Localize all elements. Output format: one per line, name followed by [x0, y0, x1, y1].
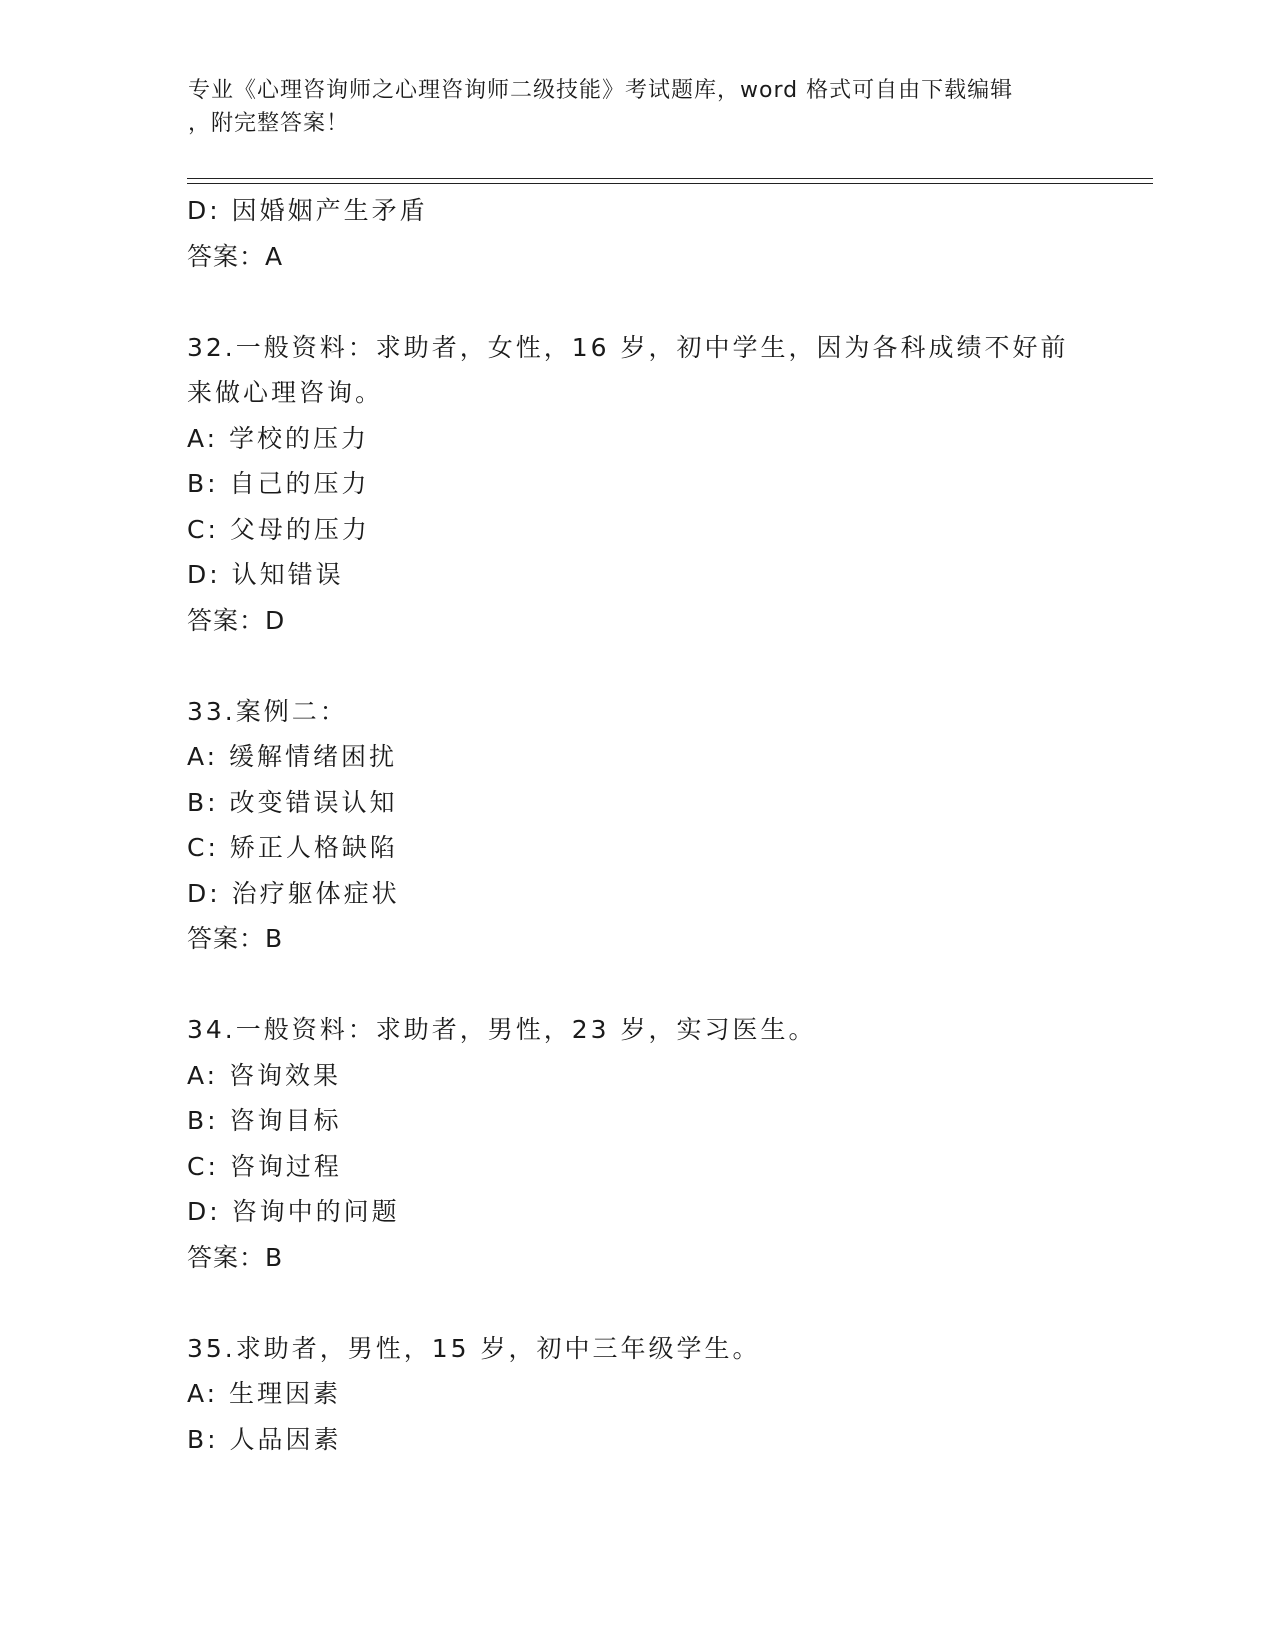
option-line: D: 咨询中的问题	[187, 1197, 400, 1226]
option-line: D: 治疗躯体症状	[187, 878, 400, 908]
answer-line: 答案：A	[187, 241, 284, 271]
option-line: C: 矫正人格缺陷	[187, 833, 398, 862]
option-line: D: 因婚姻产生矛盾	[187, 196, 428, 225]
header-divider-top	[187, 178, 1153, 179]
question-text: 来做心理咨询。	[187, 378, 384, 407]
header-line-1: 专业《心理咨询师之心理咨询师二级技能》考试题库，word 格式可自由下载编辑	[188, 78, 1014, 103]
option-line: C: 父母的压力	[187, 514, 370, 544]
option-line: B: 人品因素	[187, 1424, 342, 1454]
question-text: 32.一般资料：求助者，女性，16 岁，初中学生，因为各科成绩不好前	[187, 332, 1069, 362]
question-list	[187, 188, 1107, 1462]
option-line: A: 咨询效果	[187, 1060, 342, 1090]
blank-line	[187, 643, 1107, 689]
option-line: A: 缓解情绪困扰	[187, 742, 398, 771]
answer-line: 答案：B	[187, 1242, 284, 1272]
question-text: 33.案例二：	[187, 696, 348, 726]
option-line: B: 咨询目标	[187, 1106, 342, 1135]
option-line: C: 咨询过程	[187, 1151, 342, 1181]
header-divider-bottom	[187, 183, 1153, 184]
question-text: 35.求助者，男性，15 岁，初中三年级学生。	[187, 1333, 761, 1363]
header-line-2: ，附完整答案！	[188, 111, 350, 136]
blank-line	[187, 1280, 1107, 1326]
option-line: D: 认知错误	[187, 560, 344, 589]
blank-line	[187, 962, 1107, 1008]
blank-line	[187, 279, 1107, 325]
option-line: A: 生理因素	[187, 1379, 342, 1408]
answer-line: 答案：B	[187, 924, 284, 953]
option-line: A: 学校的压力	[187, 423, 370, 453]
answer-line: 答案：D	[187, 605, 286, 635]
option-line: B: 改变错误认知	[187, 787, 398, 817]
document-header	[188, 74, 1088, 140]
option-line: B: 自己的压力	[187, 469, 370, 498]
question-text: 34.一般资料：求助者，男性，23 岁，实习医生。	[187, 1015, 817, 1044]
